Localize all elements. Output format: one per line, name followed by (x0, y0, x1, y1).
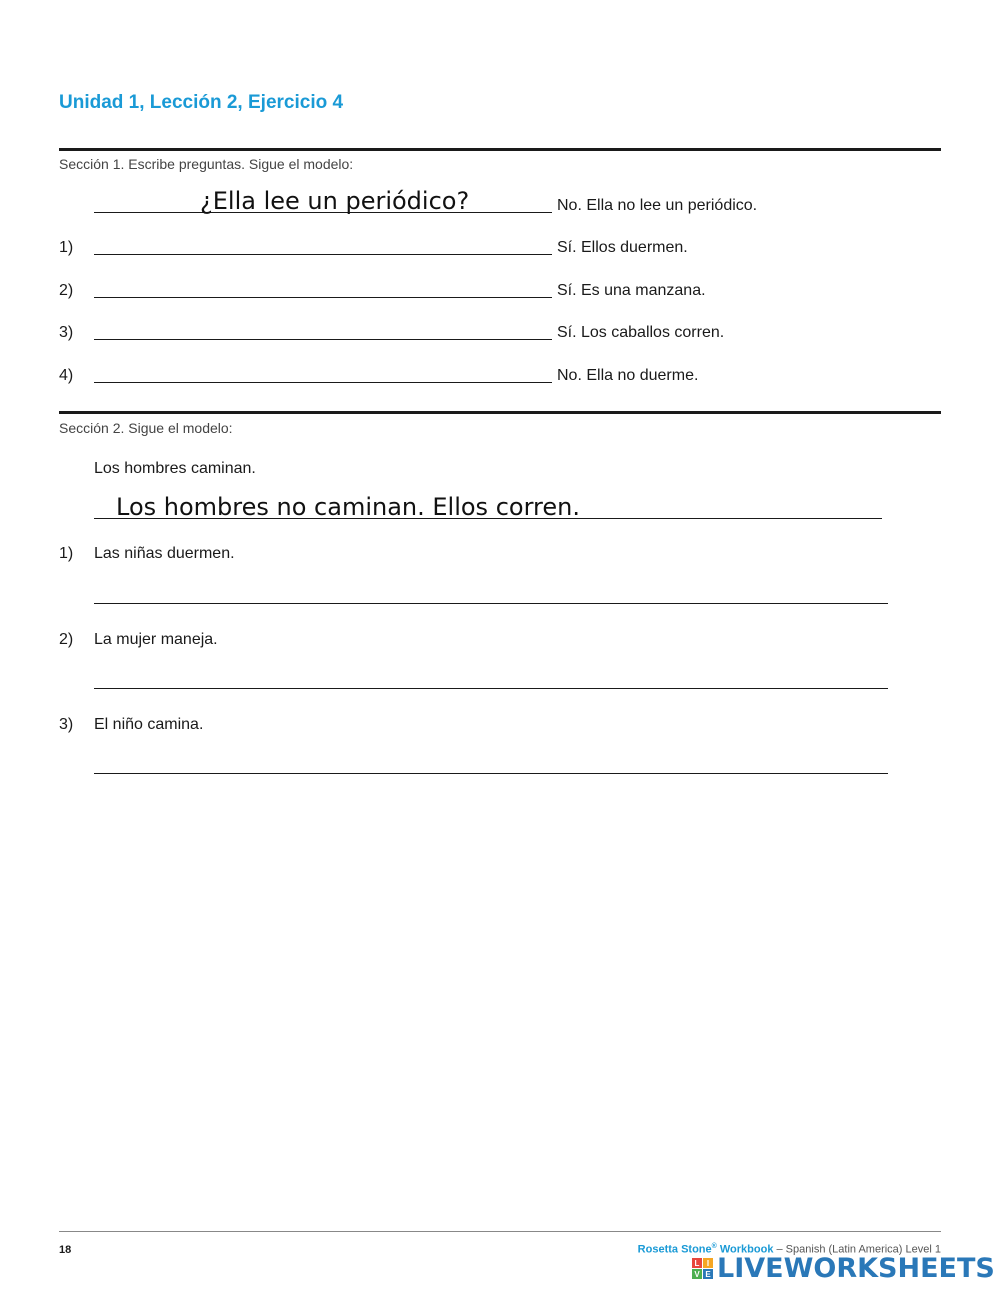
registered-mark: ® (711, 1243, 717, 1250)
item-number: 2) (59, 631, 74, 648)
liveworksheets-logo-icon (692, 1258, 713, 1279)
item-answer: Sí. Ellos duermen. (557, 239, 688, 256)
item-number: 3) (59, 716, 74, 733)
sentence-input-line[interactable] (94, 688, 888, 689)
item-prompt: Las niñas duermen. (94, 545, 235, 562)
item-answer: Sí. Los caballos corren. (557, 324, 725, 341)
question-input-line[interactable] (94, 339, 552, 340)
sentence-input-line[interactable] (94, 773, 888, 774)
section-2-label: Sección 2. Sigue el modelo: (59, 420, 233, 436)
logo-letter: I (703, 1258, 713, 1268)
sentence-input-line[interactable] (94, 603, 888, 604)
model-question: ¿Ella lee un periódico? (200, 187, 470, 215)
page-title: Unidad 1, Lección 2, Ejercicio 4 (59, 92, 344, 113)
question-input-line[interactable] (94, 297, 552, 298)
logo-letter: L (692, 1258, 702, 1268)
item-number: 2) (59, 282, 74, 299)
logo-letter: E (703, 1269, 713, 1279)
model-prompt: Los hombres caminan. (94, 460, 256, 477)
item-number: 3) (59, 324, 74, 341)
footer-divider (59, 1231, 941, 1232)
item-number: 4) (59, 367, 74, 384)
section-1-divider (59, 148, 941, 151)
question-input-line[interactable] (94, 382, 552, 383)
question-input-line[interactable] (94, 254, 552, 255)
liveworksheets-text: LIVEWORKSHEETS (717, 1253, 995, 1284)
page-number: 18 (59, 1244, 72, 1256)
section-1-label: Sección 1. Escribe preguntas. Sigue el modelo: (59, 156, 354, 172)
item-prompt: El niño camina. (94, 716, 204, 733)
section-2-divider (59, 411, 941, 414)
item-answer: No. Ella no duerme. (557, 367, 699, 384)
item-answer: Sí. Es una manzana. (557, 282, 706, 299)
model-sentence-answer: Los hombres no caminan. Ellos corren. (116, 493, 580, 521)
logo-letter: V (692, 1269, 702, 1279)
brand-name: Rosetta Stone (637, 1243, 712, 1256)
liveworksheets-watermark (692, 1253, 995, 1284)
item-prompt: La mujer maneja. (94, 631, 218, 648)
workbook-label: Workbook (716, 1243, 774, 1256)
item-number: 1) (59, 545, 74, 562)
footer-suffix: – Spanish (Latin America) Level 1 (773, 1243, 941, 1256)
model-answer: No. Ella no lee un periódico. (557, 197, 758, 214)
item-number: 1) (59, 239, 74, 256)
